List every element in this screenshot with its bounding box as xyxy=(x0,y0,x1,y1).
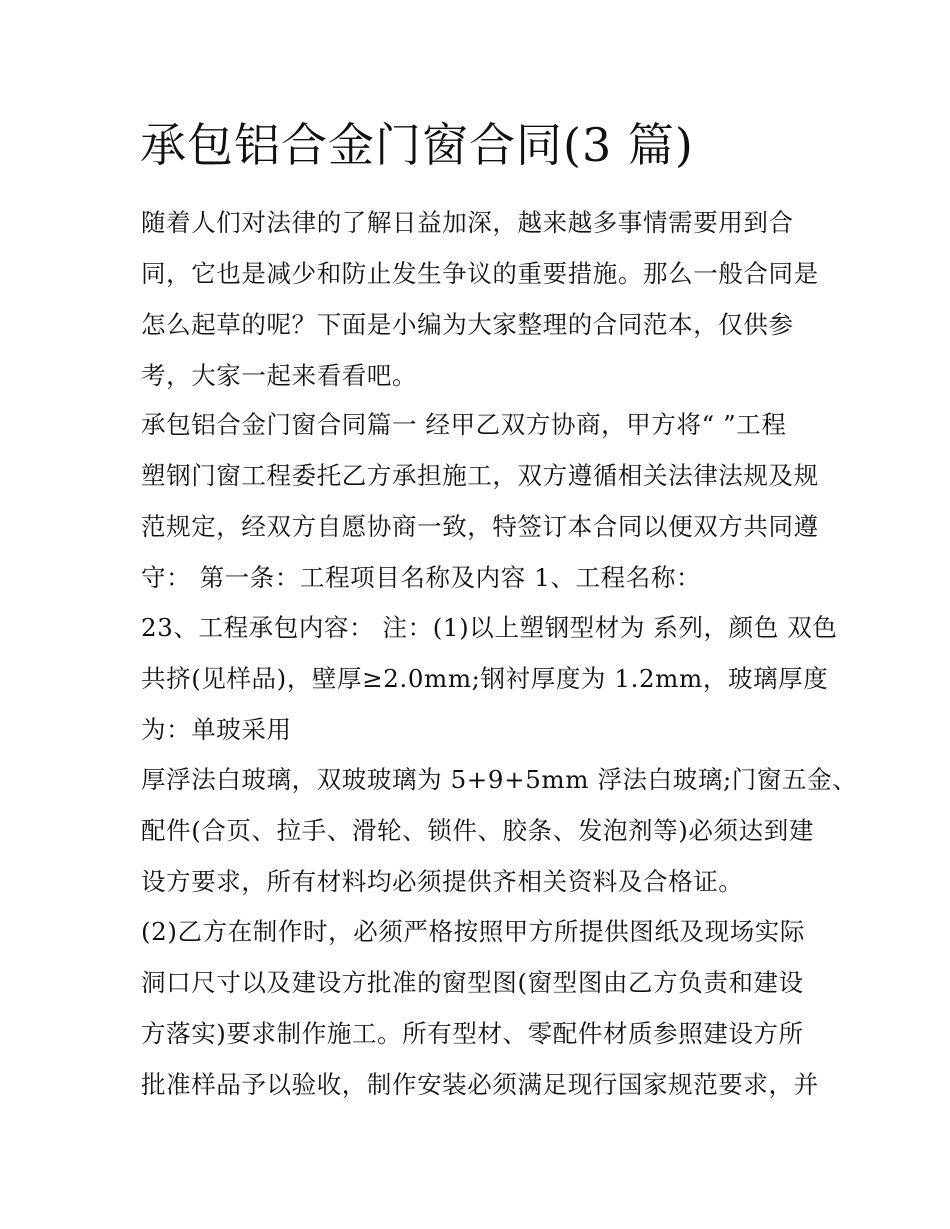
paragraph-line: 洞口尺寸以及建设方批准的窗型图(窗型图由乙方负责和建设 xyxy=(141,968,804,997)
paragraph-line: 承包铝合金门窗合同篇一 经甲乙双方协商，甲方将“ ”工程 xyxy=(141,410,787,439)
paragraph-line: 塑钢门窗工程委托乙方承担施工，双方遵循相关法律法规及规 xyxy=(141,461,819,490)
paragraph-line: 批准样品予以验收，制作安装必须满足现行国家规范要求，并 xyxy=(141,1070,819,1099)
paragraph-line: 设方要求，所有材料均必须提供齐相关资料及合格证。 xyxy=(141,867,744,896)
paragraph-line: 厚浮法白玻璃，双玻玻璃为 5+9+5mm 浮法白玻璃;门窗五金、 xyxy=(141,765,858,794)
document-title: 承包铝合金门窗合同(3 篇) xyxy=(140,118,694,172)
paragraph-line: 方落实)要求制作施工。所有型材、零配件材质参照建设方所 xyxy=(141,1019,804,1048)
paragraph-line: 守： 第一条：工程项目名称及内容 1、工程名称： xyxy=(141,563,702,592)
paragraph-line: (2)乙方在制作时，必须严格按照甲方所提供图纸及现场实际 xyxy=(141,917,806,946)
paragraph-line: 为：单玻采用 xyxy=(141,715,292,744)
paragraph-line: 范规定，经双方自愿协商一致，特签订本合同以便双方共同遵 xyxy=(141,512,819,541)
paragraph-line: 考，大家一起来看看吧。 xyxy=(141,361,418,390)
paragraph-line: 共挤(见样品)，壁厚≥2.0mm;钢衬厚度为 1.2mm，玻璃厚度 xyxy=(141,664,829,693)
paragraph-line: 同，它也是减少和防止发生争议的重要措施。那么一般合同是 xyxy=(141,259,819,288)
paragraph-line: 23、工程承包内容： 注：(1)以上塑钢型材为 系列，颜色 双色 xyxy=(141,613,838,642)
paragraph-line: 怎么起草的呢？下面是小编为大家整理的合同范本，仅供参 xyxy=(141,310,794,339)
paragraph-line: 随着人们对法律的了解日益加深，越来越多事情需要用到合 xyxy=(141,208,794,237)
paragraph-line: 配件(合页、拉手、滑轮、锁件、胶条、发泡剂等)必须达到建 xyxy=(141,816,814,845)
